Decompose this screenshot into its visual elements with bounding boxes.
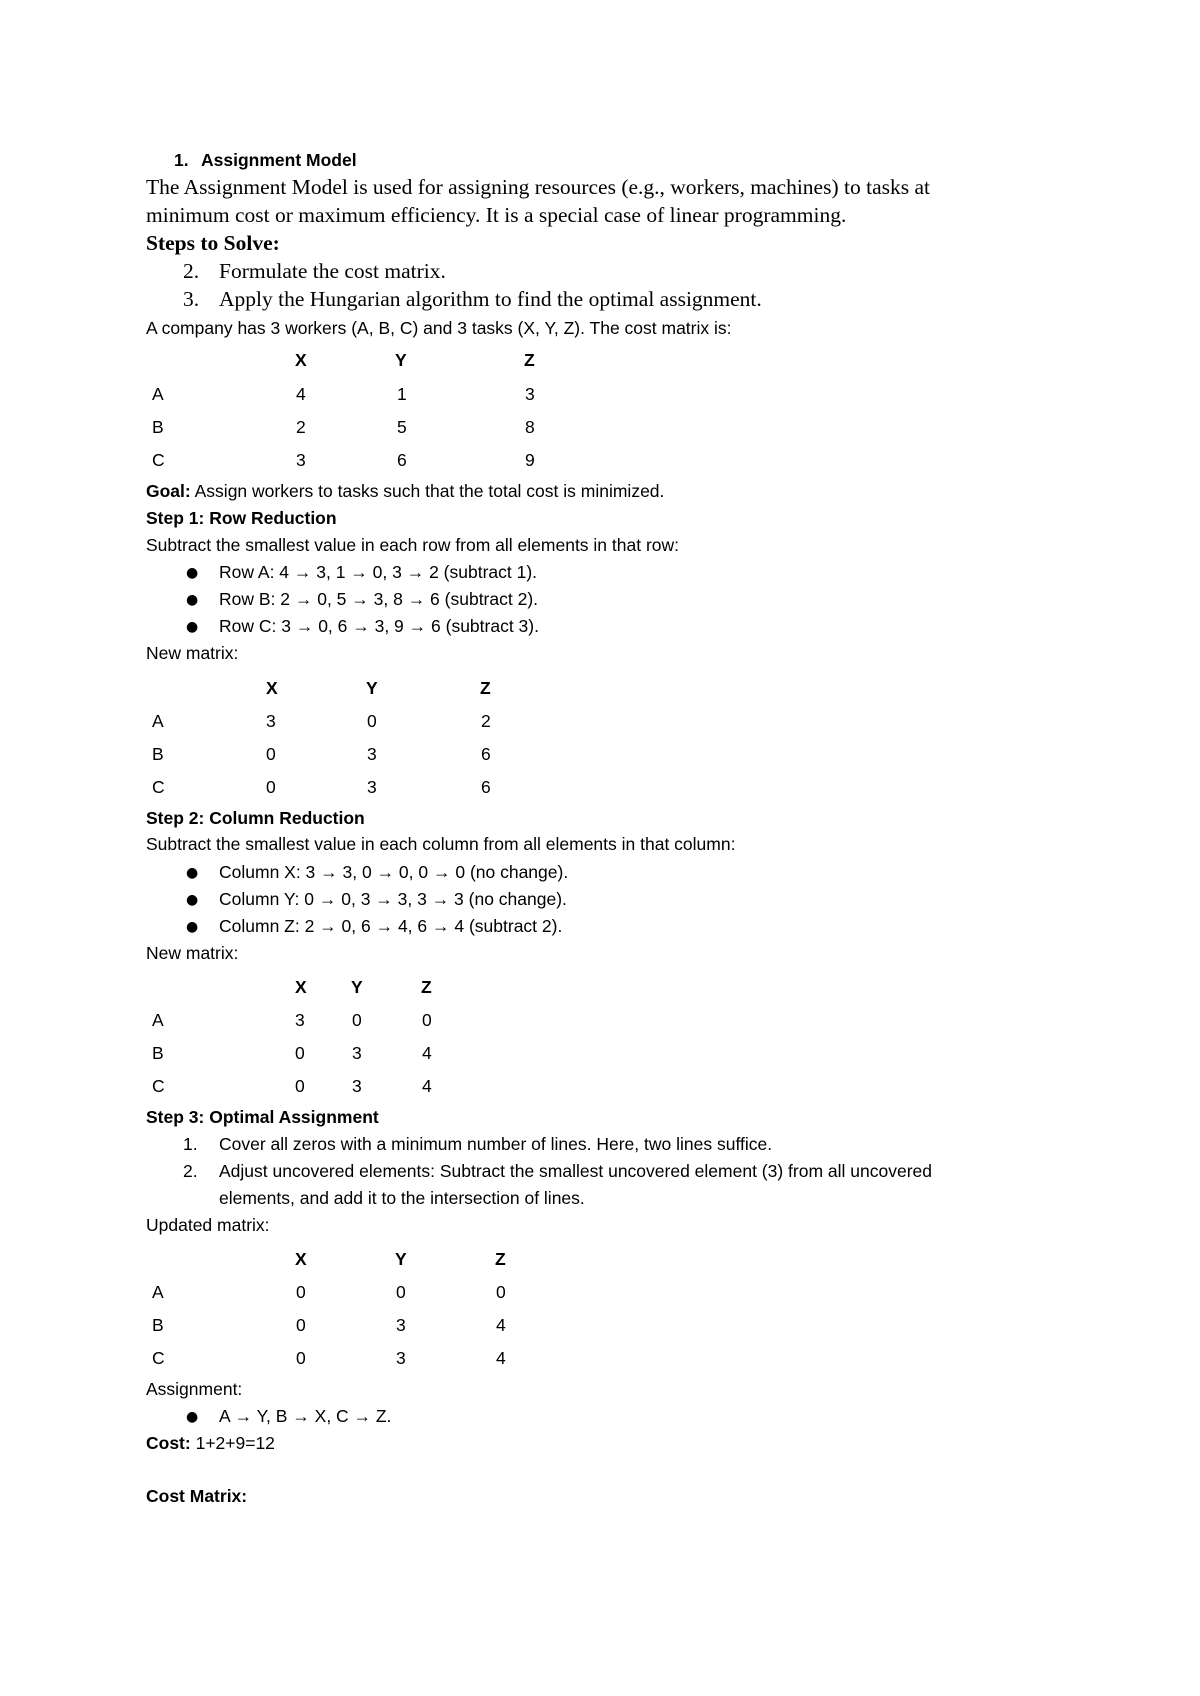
matrix-cell: 0 [352, 1010, 362, 1030]
section-title: Assignment Model [201, 150, 357, 170]
step-text: Apply the Hungarian algorithm to find the optimal assignment. [219, 287, 762, 311]
bullet-icon: ● [186, 619, 199, 635]
row-label: C [152, 450, 165, 470]
matrix-cell: 5 [397, 417, 407, 437]
bullet-text: Column Y: 0 → 0, 3 → 3, 3 → 3 (no change). [219, 889, 567, 909]
matrix-cell: 3 [367, 777, 377, 797]
step-text: Formulate the cost matrix. [219, 259, 446, 283]
column-header: Z [495, 1249, 506, 1269]
column-header: X [295, 350, 307, 370]
row-label: A [152, 384, 164, 404]
list-text-continued: elements, and add it to the intersection of lines. [219, 1188, 585, 1208]
cost-value: 1+2+9=12 [190, 1433, 275, 1453]
row-label: C [152, 1348, 165, 1368]
matrix-cell: 4 [422, 1043, 432, 1063]
matrix-cell: 3 [352, 1043, 362, 1063]
step-number: 3. [183, 287, 200, 311]
bullet-icon: ● [186, 565, 199, 581]
matrix-cell: 4 [422, 1076, 432, 1096]
row-label: A [152, 1010, 164, 1030]
matrix-cell: 1 [397, 384, 407, 404]
column-header: X [295, 1249, 307, 1269]
matrix-cell: 4 [296, 384, 306, 404]
matrix-cell: 3 [295, 1010, 305, 1030]
cost-matrix-heading: Cost Matrix: [146, 1486, 248, 1506]
column-header: X [295, 977, 307, 997]
matrix-cell: 4 [496, 1348, 506, 1368]
row-label: B [152, 1315, 164, 1335]
row-label: B [152, 1043, 164, 1063]
matrix-cell: 4 [496, 1315, 506, 1335]
matrix-cell: 2 [481, 711, 491, 731]
problem-statement: A company has 3 workers (A, B, C) and 3 tasks (X, Y, Z). The cost matrix is: [146, 318, 732, 338]
bullet-text: Row C: 3 → 0, 6 → 3, 9 → 6 (subtract 3). [219, 616, 539, 636]
step1-heading: Step 1: Row Reduction [146, 508, 337, 528]
column-header: Y [366, 678, 378, 698]
section-number: 1. [174, 150, 189, 170]
step2-description: Subtract the smallest value in each column from all elements in that column: [146, 834, 736, 854]
step-number: 2. [183, 259, 200, 283]
row-label: A [152, 711, 164, 731]
list-number: 2. [183, 1161, 198, 1181]
matrix-cell: 0 [367, 711, 377, 731]
matrix-cell: 6 [481, 744, 491, 764]
cost-line [146, 1433, 275, 1454]
bullet-icon: ● [186, 919, 199, 935]
row-label: B [152, 744, 164, 764]
matrix-cell: 3 [296, 450, 306, 470]
column-header: Y [395, 1249, 407, 1269]
matrix-cell: 3 [266, 711, 276, 731]
step3-heading: Step 3: Optimal Assignment [146, 1107, 379, 1127]
matrix-cell: 3 [367, 744, 377, 764]
bullet-icon: ● [186, 892, 199, 908]
list-text: Adjust uncovered elements: Subtract the smallest uncovered element (3) from all uncovered [219, 1161, 932, 1181]
matrix-cell: 0 [396, 1282, 406, 1302]
matrix-cell: 6 [397, 450, 407, 470]
intro-line-1: The Assignment Model is used for assigning resources (e.g., workers, machines) to tasks at [146, 175, 930, 199]
step2-heading: Step 2: Column Reduction [146, 808, 365, 828]
bullet-icon: ● [186, 1409, 199, 1425]
row-label: C [152, 1076, 165, 1096]
column-header: Y [351, 977, 363, 997]
steps-heading: Steps to Solve: [146, 231, 280, 255]
bullet-text: Row B: 2 → 0, 5 → 3, 8 → 6 (subtract 2). [219, 589, 539, 609]
matrix-cell: 0 [296, 1348, 306, 1368]
matrix-cell: 2 [296, 417, 306, 437]
goal-text: Assign workers to tasks such that the total cost is minimized. [190, 481, 665, 501]
column-header: Z [524, 350, 535, 370]
row-label: C [152, 777, 165, 797]
list-number: 1. [183, 1134, 198, 1154]
row-label: A [152, 1282, 164, 1302]
column-header: Z [480, 678, 491, 698]
matrix-cell: 0 [266, 777, 276, 797]
updated-matrix-label: Updated matrix: [146, 1215, 270, 1235]
matrix-cell: 0 [266, 744, 276, 764]
column-header: Z [421, 977, 432, 997]
goal-label: Goal: [146, 481, 191, 501]
matrix-cell: 0 [296, 1282, 306, 1302]
column-header: Y [395, 350, 407, 370]
matrix-cell: 3 [396, 1315, 406, 1335]
intro-line-2: minimum cost or maximum efficiency. It is a special case of linear programming. [146, 203, 847, 227]
matrix-cell: 3 [396, 1348, 406, 1368]
bullet-text: Column Z: 2 → 0, 6 → 4, 6 → 4 (subtract 2). [219, 916, 563, 936]
matrix-cell: 3 [352, 1076, 362, 1096]
assignment-result: A → Y, B → X, C → Z. [219, 1406, 392, 1426]
row-label: B [152, 417, 164, 437]
cost-label: Cost: [146, 1433, 191, 1453]
matrix-cell: 6 [481, 777, 491, 797]
matrix-cell: 0 [496, 1282, 506, 1302]
new-matrix-label: New matrix: [146, 943, 239, 963]
list-text: Cover all zeros with a minimum number of lines. Here, two lines suffice. [219, 1134, 773, 1154]
assignment-label: Assignment: [146, 1379, 243, 1399]
column-header: X [266, 678, 278, 698]
goal-line [146, 481, 664, 502]
matrix-cell: 9 [525, 450, 535, 470]
matrix-cell: 8 [525, 417, 535, 437]
new-matrix-label: New matrix: [146, 643, 239, 663]
matrix-cell: 3 [525, 384, 535, 404]
matrix-cell: 0 [422, 1010, 432, 1030]
matrix-cell: 0 [296, 1315, 306, 1335]
matrix-cell: 0 [295, 1076, 305, 1096]
bullet-text: Row A: 4 → 3, 1 → 0, 3 → 2 (subtract 1). [219, 562, 538, 582]
matrix-cell: 0 [295, 1043, 305, 1063]
bullet-icon: ● [186, 592, 199, 608]
bullet-text: Column X: 3 → 3, 0 → 0, 0 → 0 (no change). [219, 862, 569, 882]
step1-description: Subtract the smallest value in each row from all elements in that row: [146, 535, 680, 555]
bullet-icon: ● [186, 865, 199, 881]
